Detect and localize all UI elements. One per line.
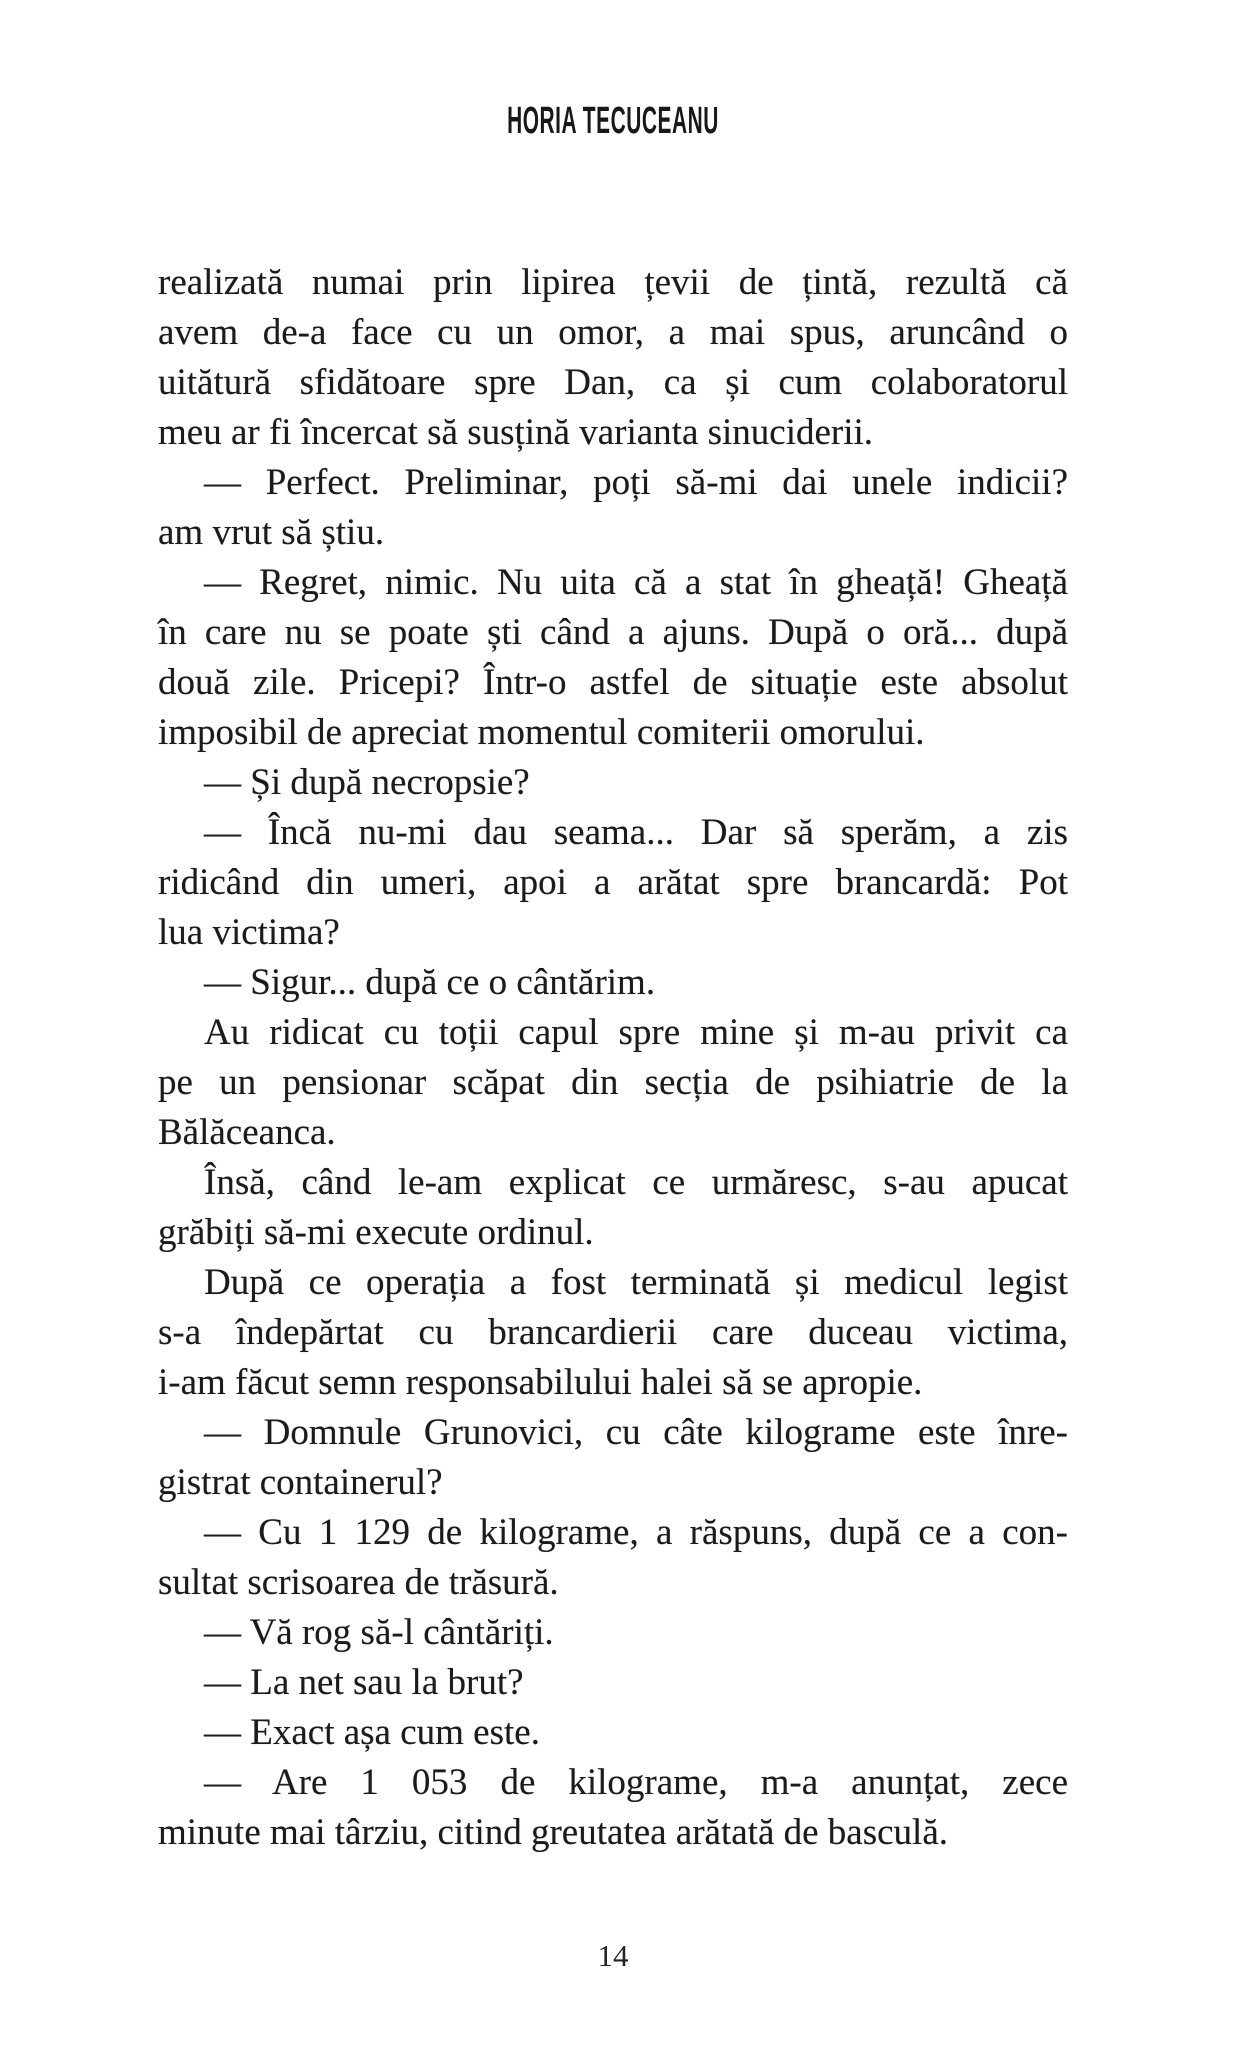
- text-line: pe un pensionar scăpat din secția de psihiatrie de la: [158, 1062, 1068, 1103]
- text-line: minute mai târziu, citind greutatea arătată de basculă.: [158, 1812, 948, 1853]
- text-line: i-am făcut semn responsabilului halei să se apropie.: [158, 1362, 923, 1403]
- body-text: [158, 258, 1068, 1858]
- text-line: Însă, când le-am explicat ce urmăresc, s-au apucat: [204, 1162, 1068, 1203]
- text-line: — Și după necropsie?: [204, 762, 530, 803]
- running-header-author: HORIA TECUCEANU: [507, 100, 719, 142]
- text-line: în care nu se poate ști când a ajuns. După o oră... după: [158, 612, 1068, 653]
- text-line: lua victima?: [158, 912, 340, 953]
- text-line: După ce operația a fost terminată și medicul legist: [204, 1262, 1068, 1303]
- text-line: realizată numai prin lipirea țevii de țintă, rezultă că: [158, 262, 1068, 303]
- text-line: meu ar fi încercat să susțină varianta sinuciderii.: [158, 412, 874, 453]
- text-line: — Exact așa cum este.: [204, 1712, 540, 1753]
- text-line: — La net sau la brut?: [204, 1662, 524, 1703]
- page-number: 14: [597, 1938, 629, 1973]
- text-line: — Perfect. Preliminar, poți să-mi dai unele indicii?: [204, 462, 1068, 503]
- text-line: două zile. Pricepi? Într-o astfel de situație este absolut: [158, 662, 1068, 703]
- text-line: — Cu 1 129 de kilograme, a răspuns, după ce a con-: [204, 1512, 1068, 1553]
- text-line: — Regret, nimic. Nu uita că a stat în gheață! Gheață: [204, 562, 1068, 603]
- text-line: Au ridicat cu toții capul spre mine și m-au privit ca: [204, 1012, 1068, 1053]
- text-line: ridicând din umeri, apoi a arătat spre brancardă: Pot: [158, 862, 1068, 903]
- text-line: — Domnule Grunovici, cu câte kilograme este înre-: [204, 1412, 1068, 1453]
- text-line: — Vă rog să-l cântăriți.: [204, 1612, 554, 1653]
- text-line: gistrat containerul?: [158, 1462, 443, 1503]
- text-line: am vrut să știu.: [158, 512, 385, 553]
- text-line: Bălăceanca.: [158, 1112, 336, 1153]
- text-line: — Încă nu-mi dau seama... Dar să sperăm, a zis: [204, 812, 1068, 853]
- text-line: avem de-a face cu un omor, a mai spus, aruncând o: [158, 312, 1068, 353]
- text-line: s-a îndepărtat cu brancardierii care duceau victima,: [158, 1312, 1068, 1353]
- text-line: sultat scrisoarea de trăsură.: [158, 1562, 559, 1603]
- text-line: — Are 1 053 de kilograme, m-a anunțat, zece: [204, 1762, 1068, 1803]
- text-line: — Sigur... după ce o cântărim.: [204, 962, 656, 1003]
- text-line: grăbiți să-mi execute ordinul.: [158, 1212, 594, 1253]
- text-line: imposibil de apreciat momentul comiterii omorului.: [158, 712, 925, 753]
- text-line: uitătură sfidătoare spre Dan, ca și cum colaboratorul: [158, 362, 1068, 403]
